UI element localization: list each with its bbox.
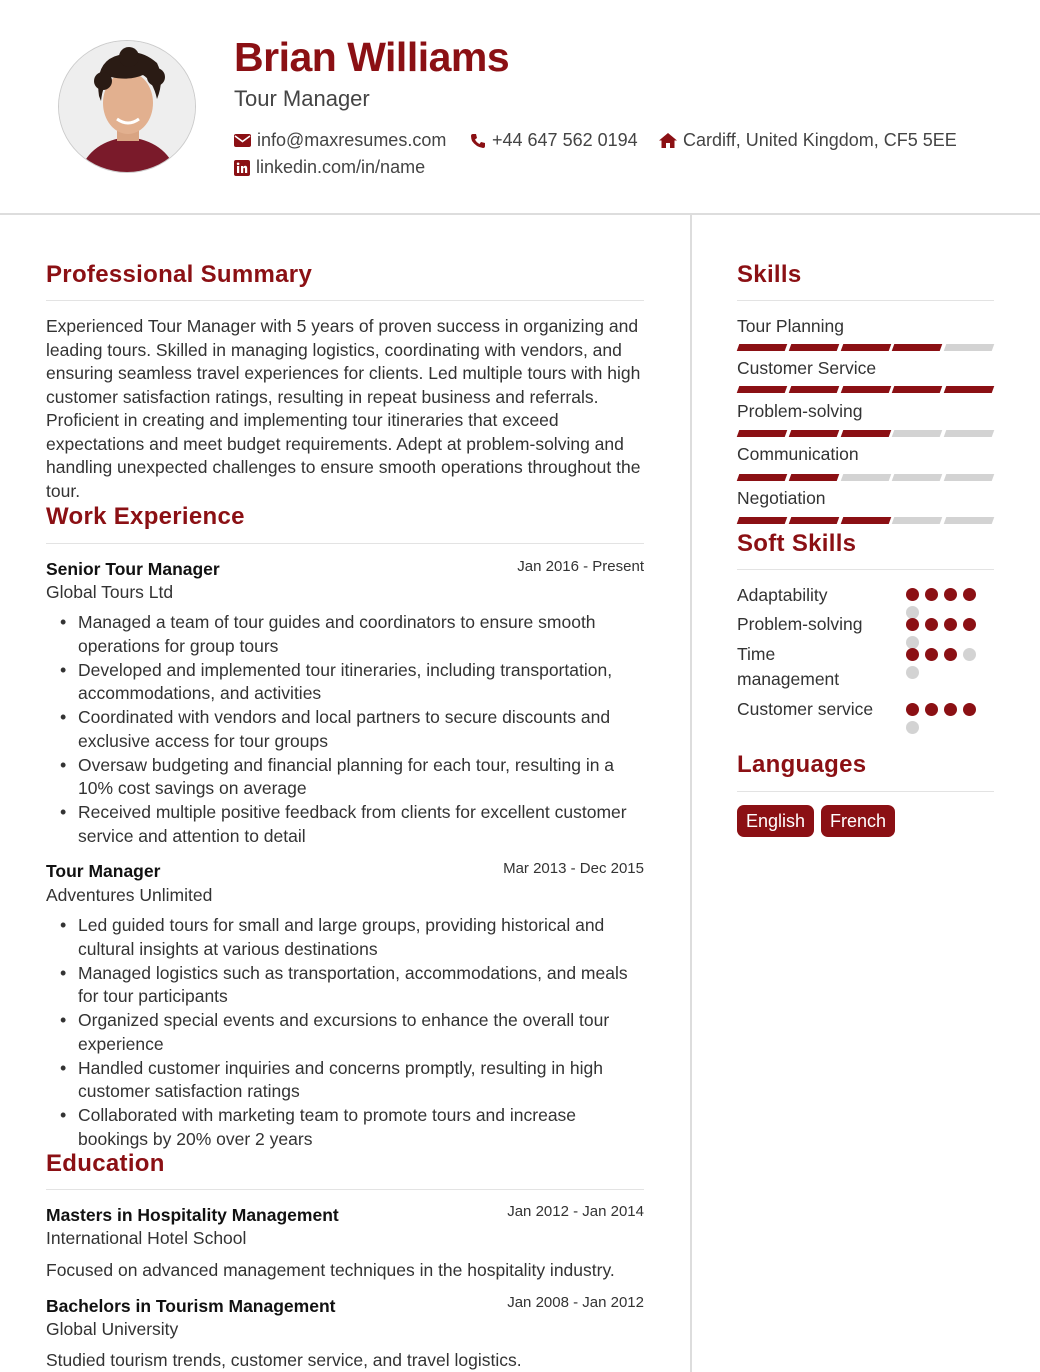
rating-dot-filled [944,588,957,601]
rating-dot-filled [906,703,919,716]
resume-header [0,0,1040,215]
job-bullet: • Handled customer inquiries and concerns promptly, resulting in high customer satisfaction ratings [56,1057,646,1104]
job-company: Adventures Unlimited [46,885,213,905]
skill-segment-filled [789,430,839,437]
job-bullet: • Collaborated with marketing team to promote tours and increase bookings by 20% over 2 years [56,1104,646,1151]
job-bullets [56,611,646,849]
avatar [58,40,196,173]
rating-dot-filled [963,618,976,631]
job-bullet: • Oversaw budgeting and financial planning for each tour, resulting in a 10% cost savings on average [56,754,646,801]
job-company: Global Tours Ltd [46,582,174,602]
degree-title: Masters in Hospitality Management [46,1205,339,1225]
skill-level-bar [738,386,993,393]
skill-name: Negotiation [737,488,826,508]
contact-location [659,130,957,151]
education-date: Jan 2008 - Jan 2012 [507,1294,644,1311]
job-title: Tour Manager [46,861,161,881]
skill-segment-filled [737,517,787,524]
email-text[interactable]: info@maxresumes.com [257,130,447,150]
education-description: Studied tourism trends, customer service, and travel logistics. [46,1350,522,1370]
rating-dot-empty [963,648,976,661]
skill-segment-filled [789,474,839,481]
skill-segment-filled [737,474,787,481]
rating-dot-filled [906,618,919,631]
envelope-icon [234,134,251,147]
soft-skill-name: Problem-solving [737,614,863,634]
summary-text: Experienced Tour Manager with 5 years of proven success in organizing and leading tours. Skilled in managing logistics, coordinating with vendors, and ensuring seamless travel experiences for clients. Led multiple tours with high customer satisfaction ratings, resulting in repeat business and referrals. Proficient in creating and implementing tour itineraries that exceed expectations and meet budget requirements. Adept at problem-solving and handling unexpected challenges to ensure smooth operations throughout the tour. [46,316,641,501]
soft-skill-name: Customer service [737,699,874,719]
skill-level-bar [738,517,993,524]
rating-dot-empty [906,721,919,734]
job-bullet: • Coordinated with vendors and local partners to secure discounts and exclusive access for tour groups [56,706,646,753]
skill-level-bar [738,430,993,437]
skill-segment-filled [840,344,890,351]
job-title: Senior Tour Manager [46,559,220,579]
skill-segment-filled [892,344,942,351]
skill-segment-filled [789,344,839,351]
rating-dot-filled [925,588,938,601]
rating-dot-filled [944,648,957,661]
skill-segment-empty [892,517,942,524]
rating-dot-filled [925,703,938,716]
school-name: International Hotel School [46,1228,247,1248]
candidate-name: Brian Williams [234,34,510,80]
skill-segment-filled [789,517,839,524]
skill-segment-filled [840,386,890,393]
skill-segment-filled [840,517,890,524]
skill-segment-filled [737,386,787,393]
education-divider [46,1189,644,1190]
job-bullet: • Organized special events and excursions to enhance the overall tour experience [56,1009,646,1056]
skill-segment-empty [892,474,942,481]
degree-title: Bachelors in Tourism Management [46,1296,336,1316]
soft-skill-name: Time management [737,644,840,689]
experience-heading: Work Experience [46,503,245,530]
rating-dot-filled [925,648,938,661]
rating-dot-filled [944,703,957,716]
job-date: Mar 2013 - Dec 2015 [503,860,644,877]
skill-segment-filled [737,430,787,437]
rating-dot-filled [906,588,919,601]
education-date: Jan 2012 - Jan 2014 [507,1203,644,1220]
skill-segment-filled [892,386,942,393]
job-bullet: • Managed logistics such as transportation, accommodations, and meals for tour participants [56,962,646,1009]
skill-segment-empty [944,344,994,351]
skill-level-bar [738,474,993,481]
skill-name: Problem-solving [737,401,863,421]
rating-dot-filled [906,648,919,661]
job-bullet: • Received multiple positive feedback from clients for excellent customer service and attention to detail [56,801,646,848]
phone-text[interactable]: +44 647 562 0194 [492,130,638,150]
skills-divider [737,300,994,301]
job-bullet: • Led guided tours for small and large groups, providing historical and cultural insights at various destinations [56,914,646,961]
skill-segment-empty [944,474,994,481]
skill-segment-empty [944,430,994,437]
soft-skill-dots [906,588,976,619]
languages-divider [737,791,994,792]
soft-skill-dots [906,618,976,649]
job-date: Jan 2016 - Present [517,558,644,575]
job-bullets [56,914,646,1152]
rating-dot-filled [925,618,938,631]
rating-dot-filled [963,703,976,716]
candidate-role: Tour Manager [234,86,370,111]
contact-linkedin[interactable] [234,157,425,178]
skill-name: Tour Planning [737,316,845,336]
skill-segment-empty [840,474,890,481]
soft-skill-dots [906,648,976,679]
summary-heading: Professional Summary [46,261,313,288]
skill-level-bar [738,344,993,351]
skill-segment-empty [944,517,994,524]
rating-dot-filled [944,618,957,631]
home-icon [659,133,677,148]
soft-skills-divider [737,569,994,570]
person-photo-icon [59,41,196,173]
contact-phone[interactable] [470,130,638,151]
skill-segment-filled [737,344,787,351]
skill-name: Customer Service [737,358,877,378]
linkedin-icon [234,160,250,176]
skill-segment-filled [789,386,839,393]
education-description: Focused on advanced management techniques in the hospitality industry. [46,1260,615,1280]
rating-dot-filled [963,588,976,601]
school-name: Global University [46,1319,179,1339]
column-divider [690,215,692,1372]
education-heading: Education [46,1150,165,1177]
skill-name: Communication [737,444,859,464]
skill-segment-empty [892,430,942,437]
rating-dot-empty [906,666,919,679]
skill-segment-filled [944,386,994,393]
skills-heading: Skills [737,261,802,288]
phone-icon [470,133,486,149]
soft-skill-dots [906,703,976,734]
soft-skills-heading: Soft Skills [737,530,857,557]
job-bullet: • Managed a team of tour guides and coordinators to ensure smooth operations for group tours [56,611,646,658]
job-bullet: • Developed and implemented tour itineraries, including transportation, accommodations, and activities [56,659,646,706]
skill-segment-filled [840,430,890,437]
experience-divider [46,543,644,544]
language-badge: English [737,805,814,837]
soft-skill-name: Adaptability [737,585,828,605]
language-badge: French [821,805,895,837]
contact-email[interactable] [234,130,446,151]
location-text: Cardiff, United Kingdom, CF5 5EE [683,130,957,150]
linkedin-text[interactable]: linkedin.com/in/name [256,157,426,177]
summary-divider [46,300,644,301]
languages-heading: Languages [737,751,867,778]
